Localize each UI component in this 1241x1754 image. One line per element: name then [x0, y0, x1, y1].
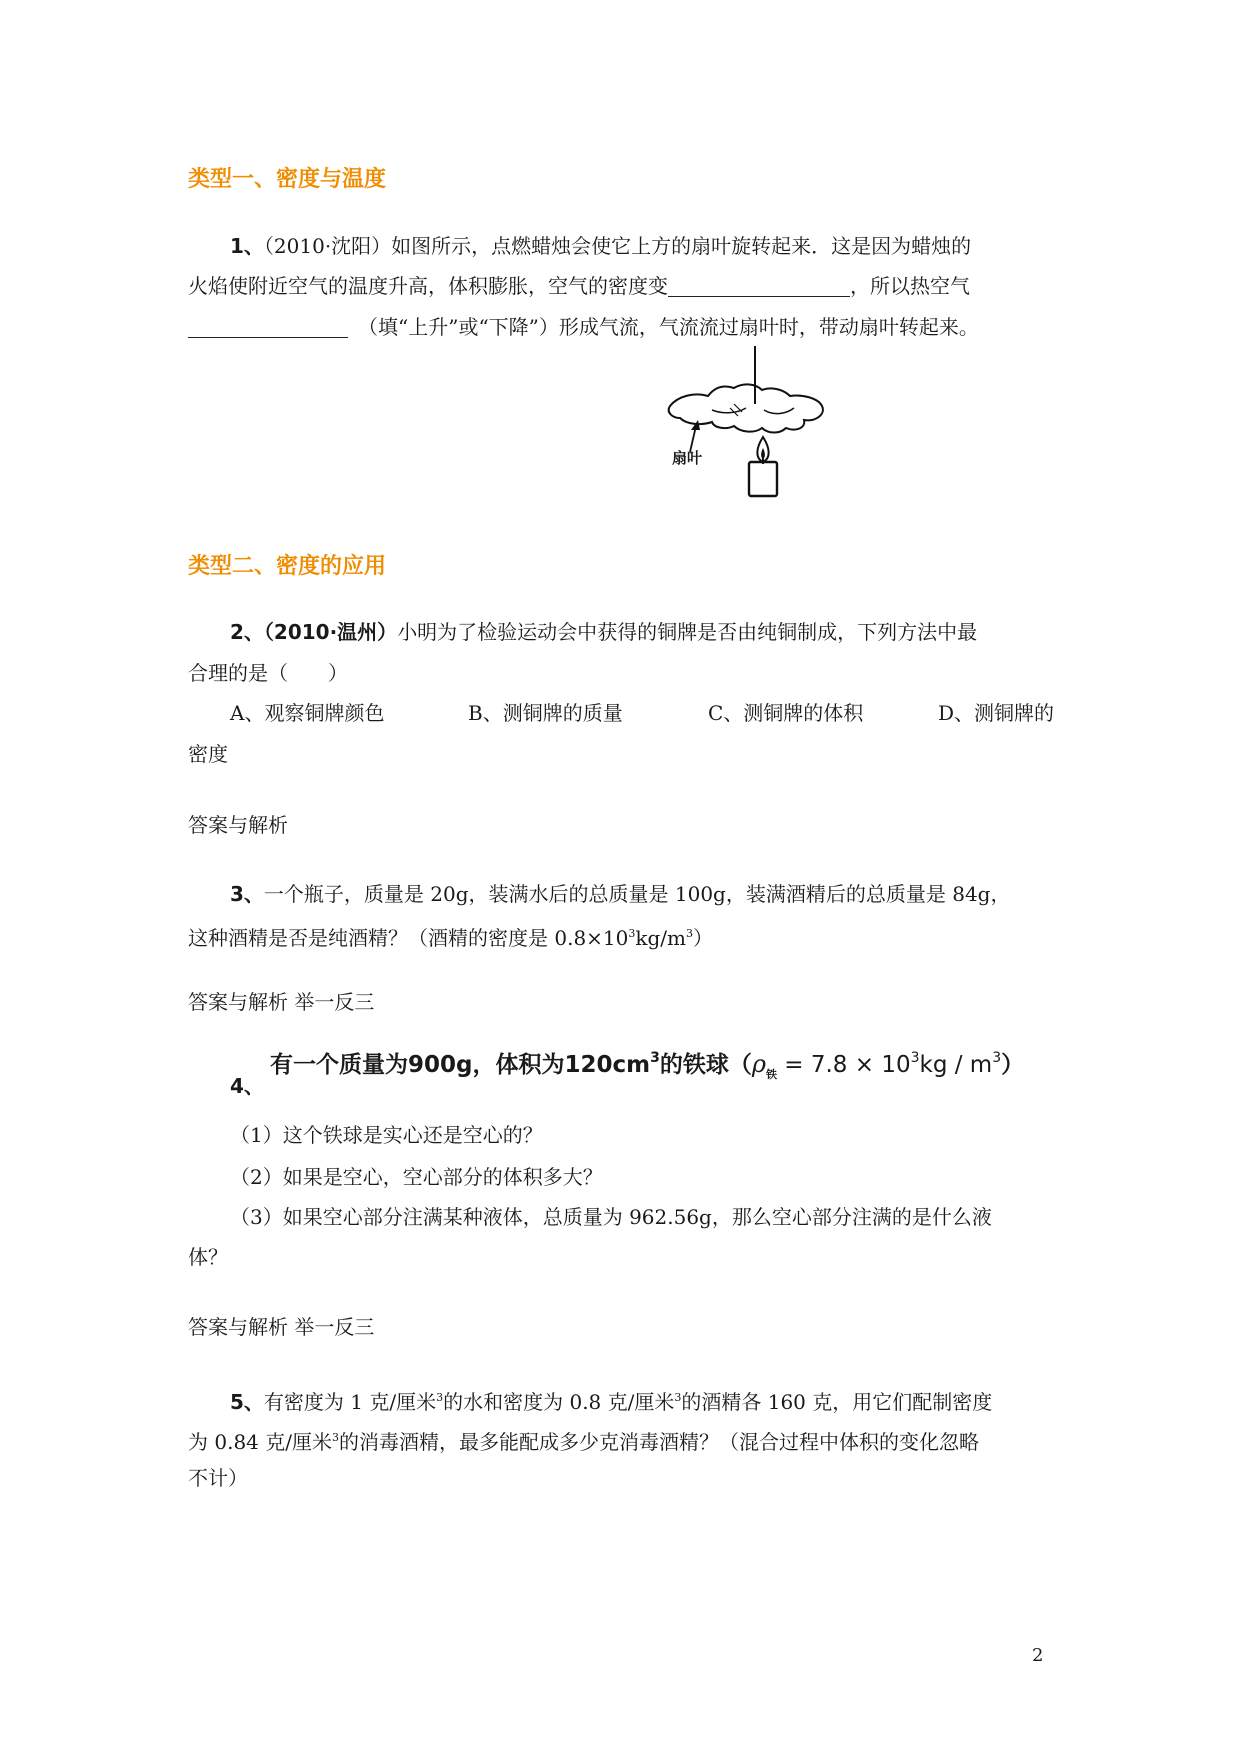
question-1-text-2a: 火焰使附近空气的温度升高，体积膨胀，空气的密度变 [188, 274, 668, 298]
question-5-line-1 [230, 1384, 992, 1416]
question-5-line-2 [188, 1424, 979, 1456]
option-d-continued: 密度 [188, 742, 228, 766]
question-5-text-1b: 的水和密度为 0.8 克/厘米 [443, 1390, 675, 1414]
question-2-line-1 [230, 618, 977, 646]
fill-blank-1[interactable] [668, 274, 850, 297]
section-title-1: 类型一、密度与温度 [188, 167, 387, 192]
superscript: 3 [650, 1050, 660, 1066]
question-4-sub-3: （3）如果空心部分注满某种液体，总质量为 962.56g，那么空心部分注满的是什么液 [230, 1205, 992, 1229]
question-4-sub-1: （1）这个铁球是实心还是空心的？ [230, 1123, 543, 1147]
superscript: 3 [674, 1391, 682, 1404]
question-1-text-2b: ，所以热空气 [850, 274, 970, 298]
fill-blank-2[interactable] [188, 315, 348, 338]
question-2-source: （2010·温州） [263, 620, 398, 644]
question-2-text-1: 小明为了检验运动会中获得的铜牌是否由纯铜制成，下列方法中最 [397, 620, 978, 644]
answer-link-3[interactable]: 答案与解析 举一反三 [188, 1315, 375, 1339]
question-5-text-2b: 的消毒酒精，最多能配成多少克消毒酒精？（混合过程中体积的变化忽略 [338, 1430, 979, 1454]
question-2-number: 2、 [230, 620, 264, 644]
formula-part-2: 的铁球（ [659, 1052, 752, 1078]
superscript: 3 [331, 1431, 339, 1444]
option-b: B、测铜牌的质量 [468, 701, 623, 725]
question-3-text-2a: 这种酒精是否是纯酒精？（酒精的密度是 0.8×10 [188, 926, 629, 950]
question-3-text-2b: kg/m [635, 926, 686, 950]
rho-symbol: ρ [751, 1050, 766, 1078]
option-d: D、测铜牌的 [938, 701, 1055, 725]
question-4-number [230, 1072, 264, 1100]
question-1-number: 1、 [230, 234, 264, 258]
question-5-text-1c: 的酒精各 160 克，用它们配制密度 [681, 1390, 993, 1414]
question-3-text-1: 一个瓶子，质量是 20g，装满水后的总质量是 100g，装满酒精后的总质量是 84g， [263, 882, 1011, 906]
question-1-line-1 [230, 232, 971, 260]
question-1-line-3 [188, 313, 979, 341]
question-1-text-3: （填“上升”或“下降”）形成气流，气流流过扇叶时，带动扇叶转起来。 [358, 315, 979, 339]
answer-link-1[interactable]: 答案与解析 [188, 813, 288, 837]
question-5-line-3: 不计） [188, 1466, 248, 1490]
candle-body [749, 462, 777, 496]
question-5-text-1a: 有密度为 1 克/厘米 [263, 1390, 437, 1414]
question-5-text-2a: 为 0.84 克/厘米 [188, 1430, 332, 1454]
formula-part-3: = 7.8 × 10 [776, 1052, 911, 1078]
option-a: A、观察铜牌颜色 [230, 701, 385, 725]
option-c: C、测铜牌的体积 [708, 701, 864, 725]
question-4-num-text: 4、 [230, 1074, 264, 1098]
answer-link-2[interactable]: 答案与解析 举一反三 [188, 990, 375, 1014]
formula-part-5: ） [1001, 1052, 1025, 1078]
superscript: 3 [910, 1050, 920, 1066]
question-1-line-2 [188, 272, 970, 300]
question-5-number: 5、 [230, 1390, 264, 1414]
formula-part-4: kg / m [919, 1052, 993, 1078]
question-1-text-1: （2010·沈阳）如图所示，点燃蜡烛会使它上方的扇叶旋转起来．这是因为蜡烛的 [263, 234, 972, 258]
formula-part-1: 有一个质量为900g，体积为120cm [270, 1052, 651, 1078]
question-3-number: 3、 [230, 882, 264, 906]
question-4-formula [270, 1046, 1024, 1082]
question-4-sub-2: （2）如果是空心，空心部分的体积多大？ [230, 1165, 603, 1189]
fan-candle-figure [660, 344, 840, 499]
superscript: 3 [992, 1050, 1002, 1066]
superscript: 3 [628, 927, 636, 940]
superscript: 3 [436, 1391, 444, 1404]
subscript: 铁 [765, 1068, 777, 1081]
page-number: 2 [1032, 1645, 1044, 1666]
question-2-line-2: 合理的是（ ） [188, 661, 348, 685]
question-3-line-1 [230, 880, 1010, 908]
question-4-sub-3-continued: 体？ [188, 1245, 228, 1269]
question-3-line-2 [188, 920, 713, 952]
figure-label-fan-blade: 扇叶 [672, 449, 703, 467]
section-title-2: 类型二、密度的应用 [188, 554, 387, 579]
superscript: 3 [686, 927, 693, 940]
question-3-text-2c: ） [693, 926, 713, 950]
